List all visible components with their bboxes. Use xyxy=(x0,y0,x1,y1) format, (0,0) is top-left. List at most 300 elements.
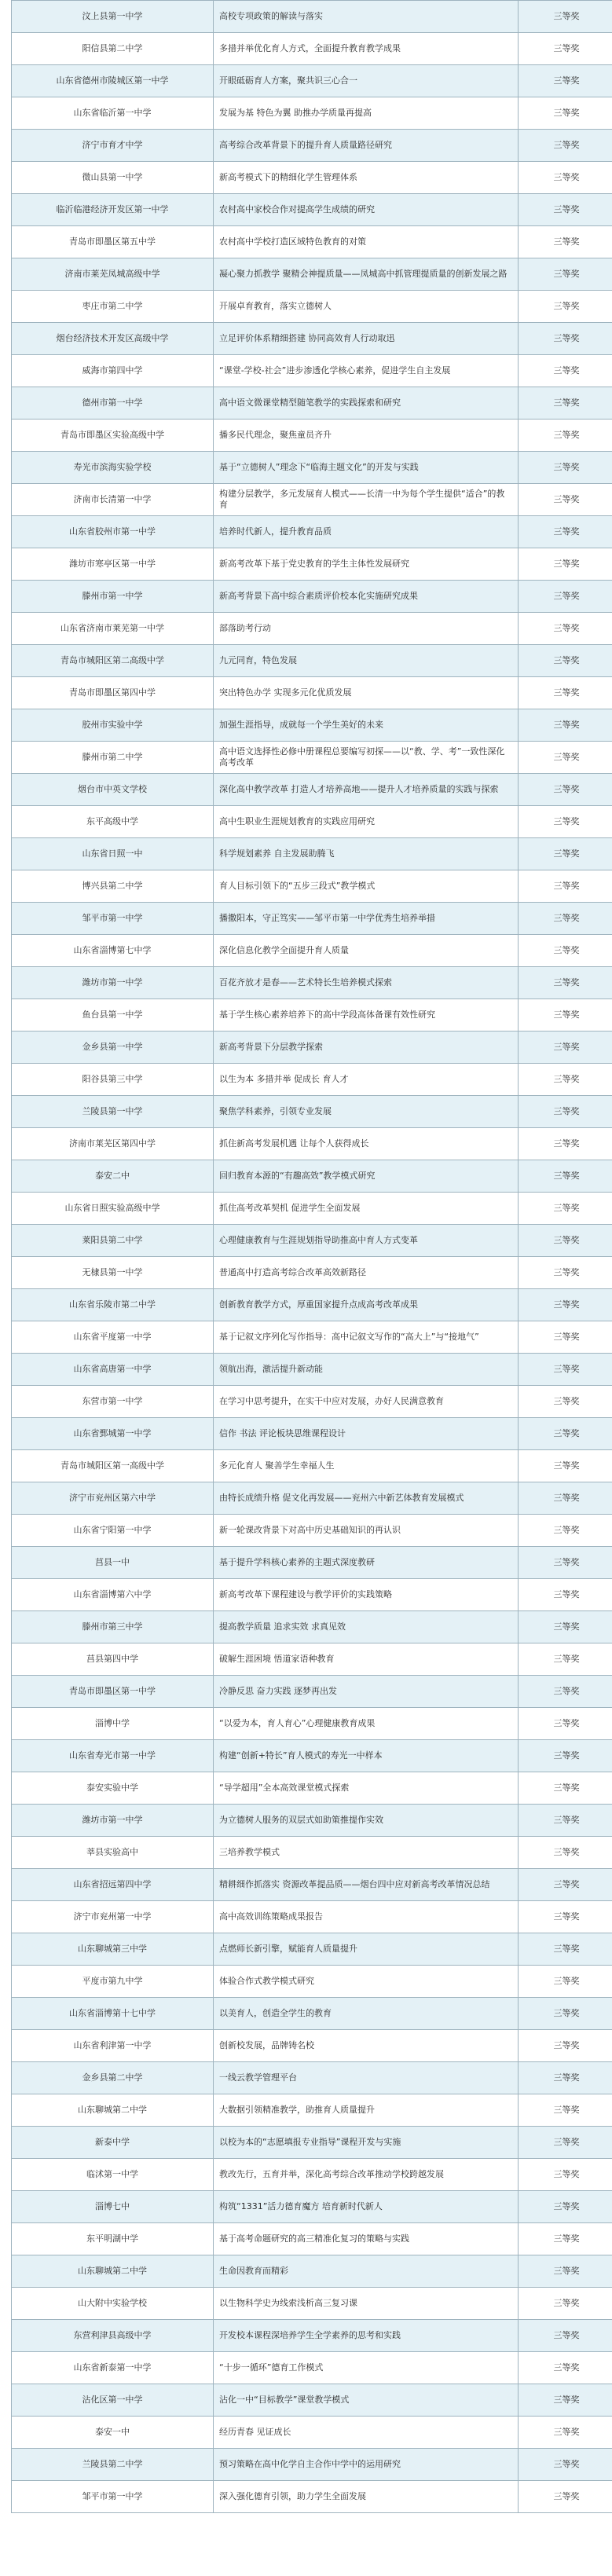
award-level-cell: 三等奖 xyxy=(519,2159,612,2191)
project-title-cell: 以生物科学史为线索浅析高三复习课 xyxy=(214,2288,519,2320)
award-level-cell: 三等奖 xyxy=(519,903,612,935)
school-name-cell: 山东省临沂第一中学 xyxy=(12,97,214,130)
table-row xyxy=(12,1869,612,1901)
table-row xyxy=(12,452,612,484)
table-row xyxy=(12,1193,612,1225)
table-row xyxy=(12,2417,612,2449)
award-level-cell: 三等奖 xyxy=(519,935,612,967)
award-level-cell: 三等奖 xyxy=(519,2223,612,2255)
award-level-cell: 三等奖 xyxy=(519,1128,612,1160)
award-level-cell: 三等奖 xyxy=(519,420,612,452)
table-row xyxy=(12,677,612,709)
project-title-cell: 新高考改革下基于党史教育的学生主体性发展研究 xyxy=(214,548,519,581)
school-name-cell: 山东聊城第二中学 xyxy=(12,2255,214,2288)
project-title-cell: 基于高考命题研究的高三精准化复习的策略与实践 xyxy=(214,2223,519,2255)
project-title-cell: 高考综合改革背景下的提升育人质量路径研究 xyxy=(214,130,519,162)
school-name-cell: 济南市长清第一中学 xyxy=(12,484,214,516)
school-name-cell: 山东省新泰第一中学 xyxy=(12,2352,214,2384)
table-row xyxy=(12,967,612,999)
school-name-cell: 沾化区第一中学 xyxy=(12,2384,214,2417)
project-title-cell: 回归教育本源的“有趣高效”教学模式研究 xyxy=(214,1160,519,1193)
school-name-cell: 山大附中实验学校 xyxy=(12,2288,214,2320)
table-row xyxy=(12,2320,612,2352)
award-level-cell: 三等奖 xyxy=(519,1289,612,1321)
award-level-cell: 三等奖 xyxy=(519,323,612,355)
school-name-cell: 山东省日照一中 xyxy=(12,838,214,870)
school-name-cell: 淄博中学 xyxy=(12,1708,214,1740)
school-name-cell: 青岛市即墨区第五中学 xyxy=(12,226,214,258)
award-level-cell: 三等奖 xyxy=(519,1643,612,1676)
project-title-cell: 九元同育，特色发展 xyxy=(214,645,519,677)
school-name-cell: 阳信县第二中学 xyxy=(12,33,214,65)
table-row xyxy=(12,581,612,613)
table-row xyxy=(12,1418,612,1450)
table-row xyxy=(12,709,612,742)
award-level-cell: 三等奖 xyxy=(519,1579,612,1611)
school-name-cell: 泰安实验中学 xyxy=(12,1772,214,1805)
school-name-cell: 济宁市育才中学 xyxy=(12,130,214,162)
award-level-cell: 三等奖 xyxy=(519,1933,612,1966)
award-level-cell: 三等奖 xyxy=(519,1837,612,1869)
table-row xyxy=(12,1772,612,1805)
project-title-cell: 基于提升学科核心素养的主题式深度教研 xyxy=(214,1547,519,1579)
table-row xyxy=(12,130,612,162)
project-title-cell: 多措并举优化育人方式，全面提升教育教学成果 xyxy=(214,33,519,65)
award-level-cell: 三等奖 xyxy=(519,1772,612,1805)
project-title-cell: 领航出海，激活提升新动能 xyxy=(214,1354,519,1386)
school-name-cell: 烟台市中英文学校 xyxy=(12,774,214,806)
school-name-cell: 临沂临港经济开发区第一中学 xyxy=(12,194,214,226)
table-row xyxy=(12,2094,612,2127)
school-name-cell: 山东省高唐第一中学 xyxy=(12,1354,214,1386)
project-title-cell: 精耕细作抓落实 资源改革提品质——烟台四中应对新高考改革情况总结 xyxy=(214,1869,519,1901)
award-level-cell: 三等奖 xyxy=(519,162,612,194)
school-name-cell: 莒县一中 xyxy=(12,1547,214,1579)
table-row xyxy=(12,1901,612,1933)
award-level-cell: 三等奖 xyxy=(519,1547,612,1579)
project-title-cell: 构筑“1331”活力德育魔方 培育新时代新人 xyxy=(214,2191,519,2223)
school-name-cell: 兰陵县第二中学 xyxy=(12,2449,214,2481)
project-title-cell: 经历青春 见证成长 xyxy=(214,2417,519,2449)
table-row xyxy=(12,1225,612,1257)
project-title-cell: 播多民代理念，聚焦童员齐升 xyxy=(214,420,519,452)
project-title-cell: 新高考背景下分层教学探索 xyxy=(214,1031,519,1064)
table-row xyxy=(12,1386,612,1418)
award-level-cell: 三等奖 xyxy=(519,645,612,677)
school-name-cell: 潍坊市寒亭区第一中学 xyxy=(12,548,214,581)
table-row xyxy=(12,1031,612,1064)
project-title-cell: 百花齐放才是春——艺术特长生培养模式探索 xyxy=(214,967,519,999)
project-title-cell: 高校专项政策的解读与落实 xyxy=(214,1,519,33)
project-title-cell: 开发校本课程深培养学生全学素养的思考和实践 xyxy=(214,2320,519,2352)
school-name-cell: 山东省淄博第七中学 xyxy=(12,935,214,967)
project-title-cell: 深化信息化教学全面提升育人质量 xyxy=(214,935,519,967)
project-title-cell: 体验合作式教学模式研究 xyxy=(214,1966,519,1998)
award-level-cell: 三等奖 xyxy=(519,2481,612,2513)
school-name-cell: 枣庄市第二中学 xyxy=(12,291,214,323)
award-level-cell: 三等奖 xyxy=(519,1740,612,1772)
table-row xyxy=(12,65,612,97)
table-row xyxy=(12,226,612,258)
school-name-cell: 莒县第四中学 xyxy=(12,1643,214,1676)
table-row xyxy=(12,2481,612,2513)
project-title-cell: 多元化育人 聚善学生幸福人生 xyxy=(214,1450,519,1482)
project-title-cell: 深化高中教学改革 打造人才培养高地——提升人才培养质量的实践与探索 xyxy=(214,774,519,806)
table-row xyxy=(12,2062,612,2094)
table-row xyxy=(12,1289,612,1321)
project-title-cell: 以美育人，创造全学生的教育 xyxy=(214,1998,519,2030)
school-name-cell: 威海市第四中学 xyxy=(12,355,214,387)
award-level-cell: 三等奖 xyxy=(519,452,612,484)
project-title-cell: 新高考改革下课程建设与教学评价的实践策略 xyxy=(214,1579,519,1611)
table-row xyxy=(12,162,612,194)
school-name-cell: 青岛市即墨区实验高级中学 xyxy=(12,420,214,452)
school-name-cell: 淄博七中 xyxy=(12,2191,214,2223)
table-row xyxy=(12,613,612,645)
award-level-cell: 三等奖 xyxy=(519,33,612,65)
award-level-cell: 三等奖 xyxy=(519,1450,612,1482)
award-table-body xyxy=(12,1,612,2513)
award-level-cell: 三等奖 xyxy=(519,548,612,581)
project-title-cell: “以爱为本，育人育心”心理健康教育成果 xyxy=(214,1708,519,1740)
project-title-cell: 抓住新高考发展机遇 让每个人获得成长 xyxy=(214,1128,519,1160)
table-row xyxy=(12,1611,612,1643)
school-name-cell: 微山县第一中学 xyxy=(12,162,214,194)
award-level-cell: 三等奖 xyxy=(519,258,612,291)
table-row xyxy=(12,935,612,967)
project-title-cell: 为立德树人服务的双层式如助策推提作实效 xyxy=(214,1805,519,1837)
award-level-cell: 三等奖 xyxy=(519,2352,612,2384)
award-level-cell: 三等奖 xyxy=(519,1708,612,1740)
award-level-cell: 三等奖 xyxy=(519,1966,612,1998)
school-name-cell: 胶州市实验中学 xyxy=(12,709,214,742)
table-row xyxy=(12,1257,612,1289)
school-name-cell: 东平明湖中学 xyxy=(12,2223,214,2255)
school-name-cell: 东平高级中学 xyxy=(12,806,214,838)
project-title-cell: 农村高中家校合作对提高学生成绩的研究 xyxy=(214,194,519,226)
project-title-cell: 破解生涯困境 悟道家语种教育 xyxy=(214,1643,519,1676)
award-level-cell: 三等奖 xyxy=(519,1998,612,2030)
table-row xyxy=(12,1128,612,1160)
project-title-cell: 基于记叙文序列化写作指导：高中记叙文写作的“高大上”与“接地气” xyxy=(214,1321,519,1354)
project-title-cell: 播撒阳本，守正笃实——邹平市第一中学优秀生培养举措 xyxy=(214,903,519,935)
award-level-cell: 三等奖 xyxy=(519,2288,612,2320)
table-row xyxy=(12,1160,612,1193)
award-level-cell: 三等奖 xyxy=(519,2449,612,2481)
school-name-cell: 山东省胶州市第一中学 xyxy=(12,516,214,548)
award-level-cell: 三等奖 xyxy=(519,774,612,806)
project-title-cell: 立足评价体系精细搭建 协同高效育人行动取迅 xyxy=(214,323,519,355)
award-level-cell: 三等奖 xyxy=(519,2255,612,2288)
award-level-cell: 三等奖 xyxy=(519,2127,612,2159)
award-level-cell: 三等奖 xyxy=(519,1515,612,1547)
project-title-cell: 三培养教学模式 xyxy=(214,1837,519,1869)
award-level-cell: 三等奖 xyxy=(519,194,612,226)
table-row xyxy=(12,1805,612,1837)
project-title-cell: 由特长成绩升格 促文化再发展——兖州六中新艺体教育发展模式 xyxy=(214,1482,519,1515)
table-row xyxy=(12,838,612,870)
project-title-cell: 创新教育教学方式，厚重国家提升点成高考改革成果 xyxy=(214,1289,519,1321)
table-row xyxy=(12,1966,612,1998)
table-row xyxy=(12,548,612,581)
school-name-cell: 济宁市兖州区第六中学 xyxy=(12,1482,214,1515)
project-title-cell: 培养时代新人，提升教育品质 xyxy=(214,516,519,548)
award-level-cell: 三等奖 xyxy=(519,1160,612,1193)
award-level-cell: 三等奖 xyxy=(519,1386,612,1418)
table-row xyxy=(12,1579,612,1611)
school-name-cell: 山东省平度第一中学 xyxy=(12,1321,214,1354)
award-level-cell: 三等奖 xyxy=(519,838,612,870)
table-row xyxy=(12,1643,612,1676)
school-name-cell: 泰安一中 xyxy=(12,2417,214,2449)
table-row xyxy=(12,774,612,806)
table-row xyxy=(12,1450,612,1482)
table-row xyxy=(12,484,612,516)
table-row xyxy=(12,291,612,323)
school-name-cell: 山东省利津第一中学 xyxy=(12,2030,214,2062)
project-title-cell: 在学习中思考提升，在实干中应对发展，办好人民满意教育 xyxy=(214,1386,519,1418)
table-row xyxy=(12,2449,612,2481)
award-level-cell: 三等奖 xyxy=(519,613,612,645)
table-row xyxy=(12,2288,612,2320)
award-level-cell: 三等奖 xyxy=(519,1418,612,1450)
award-level-cell: 三等奖 xyxy=(519,742,612,774)
project-title-cell: 一线云教学管理平台 xyxy=(214,2062,519,2094)
school-name-cell: 博兴县第二中学 xyxy=(12,870,214,903)
project-title-cell: 基于“立德树人”理念下“临海主题文化”的开发与实践 xyxy=(214,452,519,484)
award-level-cell: 三等奖 xyxy=(519,1257,612,1289)
school-name-cell: 滕州市第一中学 xyxy=(12,581,214,613)
school-name-cell: 山东省日照实验高级中学 xyxy=(12,1193,214,1225)
project-title-cell: “课堂-学校-社会”进步渗透化学核心素养，促进学生自主发展 xyxy=(214,355,519,387)
project-title-cell: 部落助考行动 xyxy=(214,613,519,645)
table-row xyxy=(12,2159,612,2191)
table-row xyxy=(12,97,612,130)
award-level-cell: 三等奖 xyxy=(519,226,612,258)
school-name-cell: 滕州市第二中学 xyxy=(12,742,214,774)
table-row xyxy=(12,194,612,226)
project-title-cell: 高中高效训练策略成果报告 xyxy=(214,1901,519,1933)
award-level-cell: 三等奖 xyxy=(519,2417,612,2449)
table-row xyxy=(12,516,612,548)
table-row xyxy=(12,645,612,677)
school-name-cell: 山东省德州市陵城区第一中学 xyxy=(12,65,214,97)
award-level-cell: 三等奖 xyxy=(519,2094,612,2127)
school-name-cell: 青岛市城阳区第二高级中学 xyxy=(12,645,214,677)
award-level-cell: 三等奖 xyxy=(519,870,612,903)
school-name-cell: 临沭第一中学 xyxy=(12,2159,214,2191)
award-level-cell: 三等奖 xyxy=(519,484,612,516)
award-level-cell: 三等奖 xyxy=(519,1096,612,1128)
school-name-cell: 青岛市即墨区第四中学 xyxy=(12,677,214,709)
table-row xyxy=(12,1354,612,1386)
project-title-cell: 开展卓育教育，落实立德树人 xyxy=(214,291,519,323)
school-name-cell: 烟台经济技术开发区高级中学 xyxy=(12,323,214,355)
project-title-cell: “导学超用”全本高效课堂模式探索 xyxy=(214,1772,519,1805)
school-name-cell: 平度市第九中学 xyxy=(12,1966,214,1998)
school-name-cell: 汶上县第一中学 xyxy=(12,1,214,33)
table-row xyxy=(12,355,612,387)
award-level-cell: 三等奖 xyxy=(519,1676,612,1708)
project-title-cell: 加强生涯指导，成就每一个学生美好的未来 xyxy=(214,709,519,742)
project-title-cell: 新一轮课改背景下对高中历史基础知识的再认识 xyxy=(214,1515,519,1547)
table-row xyxy=(12,387,612,420)
school-name-cell: 潍坊市第一中学 xyxy=(12,1805,214,1837)
award-level-cell: 三等奖 xyxy=(519,1193,612,1225)
award-level-cell: 三等奖 xyxy=(519,2384,612,2417)
award-level-cell: 三等奖 xyxy=(519,999,612,1031)
award-level-cell: 三等奖 xyxy=(519,1321,612,1354)
school-name-cell: 泰安二中 xyxy=(12,1160,214,1193)
table-row xyxy=(12,1708,612,1740)
school-name-cell: 山东省鄄城第一中学 xyxy=(12,1418,214,1450)
award-level-cell: 三等奖 xyxy=(519,355,612,387)
school-name-cell: 新泰中学 xyxy=(12,2127,214,2159)
table-row xyxy=(12,1676,612,1708)
project-title-cell: 冷静反思 奋力实践 逐梦再出发 xyxy=(214,1676,519,1708)
school-name-cell: 济宁市兖州第一中学 xyxy=(12,1901,214,1933)
table-row xyxy=(12,2384,612,2417)
school-name-cell: 寿光市滨海实验学校 xyxy=(12,452,214,484)
project-title-cell: 科学规划素养 自主发展助腾飞 xyxy=(214,838,519,870)
award-level-cell: 三等奖 xyxy=(519,1869,612,1901)
project-title-cell: 生命因教育而精彩 xyxy=(214,2255,519,2288)
project-title-cell: 大数据引领精准教学，助推育人质量提升 xyxy=(214,2094,519,2127)
school-name-cell: 山东聊城第二中学 xyxy=(12,2094,214,2127)
project-title-cell: 农村高中学校打造区域特色教育的对策 xyxy=(214,226,519,258)
table-row xyxy=(12,742,612,774)
award-table xyxy=(11,0,612,2513)
table-row xyxy=(12,323,612,355)
school-name-cell: 金乡县第一中学 xyxy=(12,1031,214,1064)
award-level-cell: 三等奖 xyxy=(519,1225,612,1257)
school-name-cell: 金乡县第二中学 xyxy=(12,2062,214,2094)
project-title-cell: “十步一循环”德育工作模式 xyxy=(214,2352,519,2384)
award-level-cell: 三等奖 xyxy=(519,806,612,838)
award-level-cell: 三等奖 xyxy=(519,1064,612,1096)
table-row xyxy=(12,806,612,838)
project-title-cell: 新高考模式下的精细化学生管理体系 xyxy=(214,162,519,194)
award-level-cell: 三等奖 xyxy=(519,1611,612,1643)
school-name-cell: 山东省寿光市第一中学 xyxy=(12,1740,214,1772)
award-level-cell: 三等奖 xyxy=(519,97,612,130)
table-row xyxy=(12,1933,612,1966)
award-level-cell: 三等奖 xyxy=(519,1901,612,1933)
table-row xyxy=(12,2127,612,2159)
project-title-cell: 基于学生核心素养培养下的高中学段高体备课有效性研究 xyxy=(214,999,519,1031)
table-row xyxy=(12,2352,612,2384)
award-level-cell: 三等奖 xyxy=(519,1031,612,1064)
award-level-cell: 三等奖 xyxy=(519,516,612,548)
school-name-cell: 滕州市第三中学 xyxy=(12,1611,214,1643)
project-title-cell: 以生为本 多措并举 促成长 育人才 xyxy=(214,1064,519,1096)
school-name-cell: 山东省招远第四中学 xyxy=(12,1869,214,1901)
project-title-cell: 新高考背景下高中综合素质评价校本化实施研究成果 xyxy=(214,581,519,613)
project-title-cell: 凝心聚力抓教学 聚精会神提质量——凤城高中抓管理提质量的创新发展之路 xyxy=(214,258,519,291)
award-level-cell: 三等奖 xyxy=(519,967,612,999)
table-row xyxy=(12,1998,612,2030)
award-level-cell: 三等奖 xyxy=(519,291,612,323)
school-name-cell: 阳谷县第三中学 xyxy=(12,1064,214,1096)
project-title-cell: 信作 书法 评论板块思维课程设计 xyxy=(214,1418,519,1450)
award-level-cell: 三等奖 xyxy=(519,1805,612,1837)
project-title-cell: 构建分层教学，多元发展育人模式——长清一中为每个学生提供“适合”的教育 xyxy=(214,484,519,516)
school-name-cell: 济南市莱芜区第四中学 xyxy=(12,1128,214,1160)
table-row xyxy=(12,2191,612,2223)
school-name-cell: 无棣县第一中学 xyxy=(12,1257,214,1289)
table-row xyxy=(12,258,612,291)
project-title-cell: 开眼砥砺育人方案，聚共识三心合一 xyxy=(214,65,519,97)
project-title-cell: 突出特色办学 实现多元化优质发展 xyxy=(214,677,519,709)
school-name-cell: 东营市第一中学 xyxy=(12,1386,214,1418)
award-level-cell: 三等奖 xyxy=(519,65,612,97)
project-title-cell: 构建“创新+特长”育人模式的寿光一中样本 xyxy=(214,1740,519,1772)
table-row xyxy=(12,999,612,1031)
project-title-cell: 以校为本的“志愿填报专业指导”课程开发与实施 xyxy=(214,2127,519,2159)
table-row xyxy=(12,1321,612,1354)
table-row xyxy=(12,1,612,33)
award-level-cell: 三等奖 xyxy=(519,387,612,420)
table-row xyxy=(12,1515,612,1547)
school-name-cell: 青岛市即墨区第一中学 xyxy=(12,1676,214,1708)
school-name-cell: 东营利津县高级中学 xyxy=(12,2320,214,2352)
school-name-cell: 山东省宁阳第一中学 xyxy=(12,1515,214,1547)
table-row xyxy=(12,1096,612,1128)
school-name-cell: 莱阳县第二中学 xyxy=(12,1225,214,1257)
project-title-cell: 教改先行，五育并举，深化高考综合改革推动学校跨越发展 xyxy=(214,2159,519,2191)
project-title-cell: 聚焦学科素养，引领专业发展 xyxy=(214,1096,519,1128)
award-level-cell: 三等奖 xyxy=(519,1482,612,1515)
award-level-cell: 三等奖 xyxy=(519,2191,612,2223)
project-title-cell: 提高教学质量 追求实效 求真见效 xyxy=(214,1611,519,1643)
table-row xyxy=(12,2030,612,2062)
award-level-cell: 三等奖 xyxy=(519,1,612,33)
table-row xyxy=(12,2223,612,2255)
school-name-cell: 德州市第一中学 xyxy=(12,387,214,420)
school-name-cell: 邹平市第一中学 xyxy=(12,2481,214,2513)
award-level-cell: 三等奖 xyxy=(519,2320,612,2352)
project-title-cell: 点燃师长新引擎，赋能育人质量提升 xyxy=(214,1933,519,1966)
table-row xyxy=(12,1837,612,1869)
table-row xyxy=(12,33,612,65)
project-title-cell: 预习策略在高中化学自主合作中学中的运用研究 xyxy=(214,2449,519,2481)
project-title-cell: 心理健康教育与生涯规划指导助推高中育人方式变革 xyxy=(214,1225,519,1257)
project-title-cell: 高中语文微课堂精型随笔教学的实践探索和研究 xyxy=(214,387,519,420)
award-level-cell: 三等奖 xyxy=(519,2062,612,2094)
project-title-cell: 深入强化德育引领，助力学生全面发展 xyxy=(214,2481,519,2513)
school-name-cell: 兰陵县第一中学 xyxy=(12,1096,214,1128)
table-row xyxy=(12,2255,612,2288)
table-row xyxy=(12,870,612,903)
project-title-cell: 育人目标引领下的“五步三段式”教学模式 xyxy=(214,870,519,903)
award-level-cell: 三等奖 xyxy=(519,1354,612,1386)
table-row xyxy=(12,1740,612,1772)
project-title-cell: 沾化一中“目标教学”课堂教学模式 xyxy=(214,2384,519,2417)
school-name-cell: 山东省淄博第十七中学 xyxy=(12,1998,214,2030)
project-title-cell: 抓住高考改革契机 促进学生全面发展 xyxy=(214,1193,519,1225)
table-row xyxy=(12,420,612,452)
table-row xyxy=(12,1064,612,1096)
project-title-cell: 创新校发展，品牌铸名校 xyxy=(214,2030,519,2062)
award-level-cell: 三等奖 xyxy=(519,130,612,162)
school-name-cell: 山东省济南市莱芜第一中学 xyxy=(12,613,214,645)
project-title-cell: 普通高中打造高考综合改革高效新路径 xyxy=(214,1257,519,1289)
school-name-cell: 山东省淄博第六中学 xyxy=(12,1579,214,1611)
award-level-cell: 三等奖 xyxy=(519,2030,612,2062)
award-level-cell: 三等奖 xyxy=(519,709,612,742)
table-row xyxy=(12,903,612,935)
table-row xyxy=(12,1482,612,1515)
